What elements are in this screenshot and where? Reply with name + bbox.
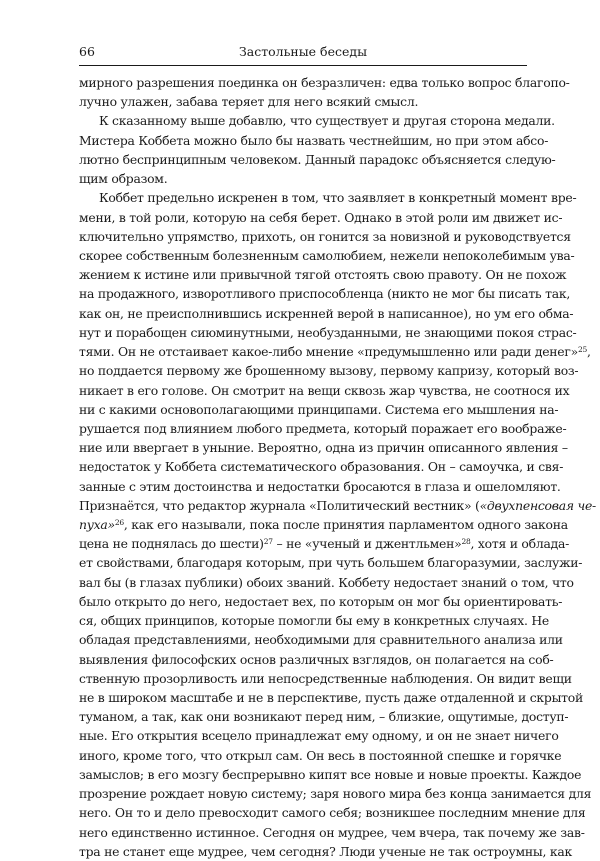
text-line: прозрение рождает новую систему; заря нового мира без конца занимается для (79, 786, 592, 802)
running-title: Застольные беседы (238, 44, 368, 59)
text-line (79, 342, 591, 361)
text-line: не в широком масштабе и не в перспективе, пусть даже отдаленной и скрытой (79, 690, 584, 705)
text-line: рушается под влиянием любого предмета, который поражает его воображе- (79, 420, 567, 436)
text-fragment: Признаётся, что редактор журнала «Политический вестник» ( (79, 497, 480, 513)
text-line: тра не станет еще мудрее, чем сегодня? Люди ученые не так остроумны, как (79, 843, 573, 859)
footnote-ref: 28 (461, 537, 471, 547)
text-line: ни с какими основополагающими принципами. Система его мышления на- (79, 401, 559, 417)
text-line: ет свойствами, благодаря которым, при чуть большем благоразумии, заслужи- (79, 555, 583, 571)
text-line: ственную прозорливость или непосредственные наблюдения. Он видит вещи (79, 670, 572, 686)
text-line: недостаток у Коббета систематического образования. Он – самоучка, и свя- (79, 459, 564, 475)
text-line: Коббет предельно искренен в том, что заявляет в конкретный момент вре- (99, 190, 577, 206)
text-line: скорее собственным болезненным самолюбием, нежели непоколебимым ува- (79, 247, 575, 263)
text-fragment: , как его называли, пока после принятия парламентом одного закона (123, 517, 568, 533)
text-line: занные с этим достоинства и недостатки бросаются в глаза и ошеломляют. (79, 478, 561, 494)
text-fragment: , (587, 344, 591, 360)
italic-text: пуха» (79, 517, 115, 533)
text-line (79, 496, 596, 515)
text-line: него. Он то и дело превосходит самого себя; возникшее последним мнение для (79, 805, 586, 821)
text-line: обладая представлениями, необходимыми для сравнительного анализа или (79, 632, 563, 648)
text-line: как он, не преисполнившись искренней верой в написанное), но ум его обма- (79, 305, 574, 321)
text-line: никает в его голове. Он смотрит на вещи сквозь жар чувства, не соотнося их (79, 382, 570, 398)
text-line (79, 515, 568, 534)
text-fragment: , хотя и облада- (470, 536, 570, 552)
text-fragment: цена не поднялась до шести) (79, 536, 264, 552)
text-line: мирного разрешения поединка он безразличен: едва только вопрос благопо- (79, 75, 570, 90)
text-line: ся, общих принципов, которые помогли бы ему в конкретных случаях. Не (79, 613, 549, 629)
text-line: вал бы (в глазах публики) обоих званий. Коббету недостает знаний о том, что (79, 574, 574, 590)
header-rule (79, 65, 527, 66)
text-line: лучно улажен, забава теряет для него всякий смысл. (79, 94, 419, 110)
text-line: ключительно упрямство, прихоть, он гонится за новизной и руководствуется (79, 228, 571, 244)
text-line: него единственно истинное. Сегодня он мудрее, чем вчера, так почему же зав- (79, 824, 585, 840)
text-line: выявления философских основ различных взглядов, он полагается на соб- (79, 651, 554, 667)
text-line: но поддается первому же брошенному вызову, первому капризу, который воз- (79, 363, 579, 379)
page-number: 66 (79, 44, 95, 59)
text-line: было открыто до него, недостает вех, по которым он мог бы ориентировать- (79, 593, 563, 609)
text-line: ние или ввергает в уныние. Вероятно, одна из причин описанного явления – (79, 440, 568, 456)
italic-text: «двухпенсовая че- (479, 497, 596, 513)
text-line: щим образом. (79, 171, 168, 187)
footnote-ref: 25 (577, 345, 587, 355)
text-line: замыслов; в его мозгу беспрерывно кипят все новые и новые проекты. Каждое (79, 766, 582, 782)
text-line: Мистера Коббета можно было бы назвать честнейшим, но при этом абсо- (79, 132, 549, 148)
text-line: иного, кроме того, что открыл сам. Он весь в постоянной спешке и горячке (79, 747, 562, 763)
body-text (79, 73, 596, 861)
text-line: лютно беспринципным человеком. Данный парадокс объясняется следую- (79, 151, 556, 167)
text-line: туманом, а так, как они возникают перед ним, – близкие, ощутимые, доступ- (79, 709, 569, 725)
text-line: жением к истине или привычной тягой отстоять свою правоту. Он не похож (79, 267, 567, 283)
text-line: К сказанному выше добавлю, что существует и другая сторона медали. (99, 113, 555, 129)
text-line: на продажного, изворотливого приспособленца (никто не мог бы писать так, (79, 286, 571, 302)
footnote-ref: 26 (114, 518, 124, 528)
text-line: ные. Его открытия всецело принадлежат ему одному, и он не знает ничего (79, 728, 559, 744)
footnote-ref: 27 (263, 537, 273, 547)
text-line: нут и порабощен сиюминутными, необузданными, не знающими покоя страс- (79, 324, 577, 340)
text-line: мени, в той роли, которую на себя берет. Однако в этой роли им движет ис- (79, 209, 563, 225)
text-fragment: – не «ученый и джентльмен» (272, 536, 462, 552)
page-header (79, 42, 527, 62)
text-line (79, 534, 570, 553)
text-fragment: тями. Он не отстаивает какое-либо мнение «предумышленно или ради денег» (79, 344, 578, 360)
